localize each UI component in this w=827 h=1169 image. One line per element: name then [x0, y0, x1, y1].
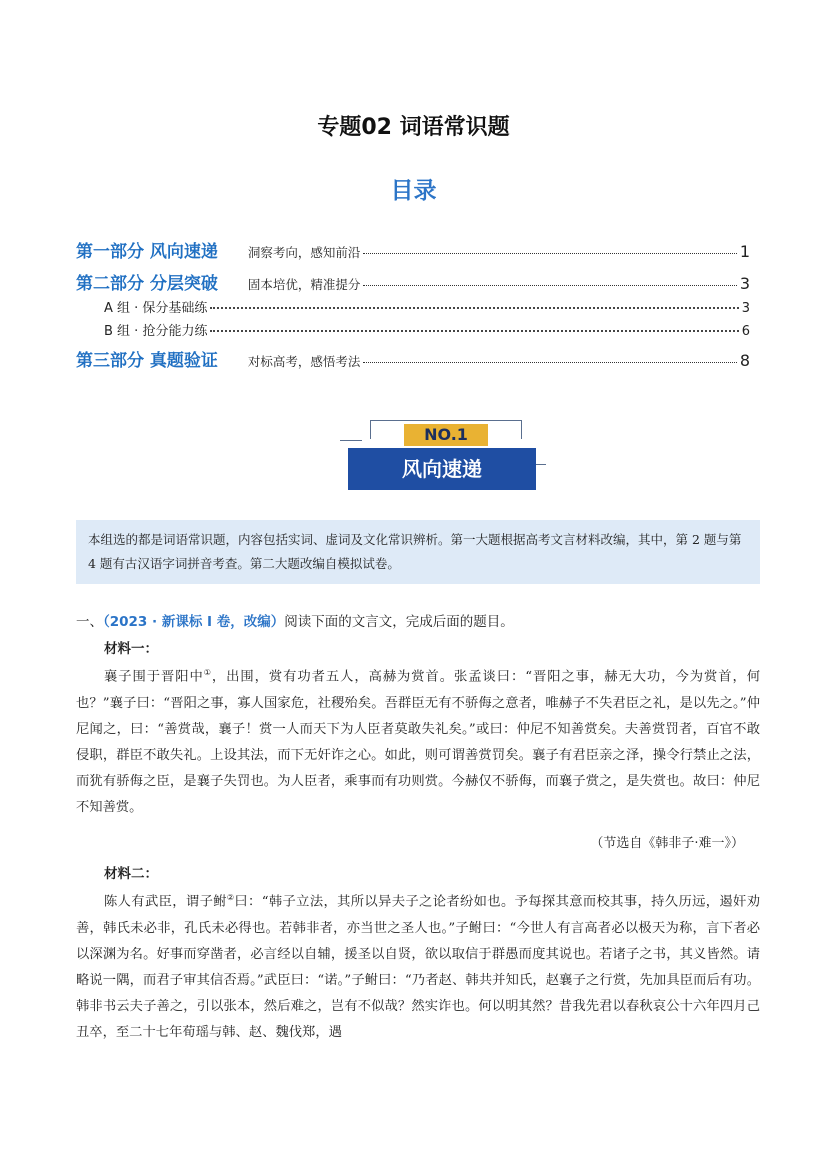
badge-tick-left	[340, 440, 362, 441]
material1-label: 材料一：	[104, 641, 158, 657]
material2-text	[76, 885, 760, 1047]
toc-leader-dots	[363, 362, 736, 363]
toc-entry-part1[interactable]	[76, 237, 750, 262]
toc-page-number: 3	[739, 274, 750, 293]
toc-part-title: 第一部分 风向速递	[76, 242, 218, 262]
toc-page-number: 3	[741, 301, 750, 316]
toc-entry-group-b[interactable]	[104, 320, 750, 339]
question-heading	[76, 610, 760, 630]
material2-text-part: 曰：“韩子立法，其所以异夫子之论者纷如也。予每探其意而校其事，持久历远，遏奸劝善，韩氏未必非，孔氏未必得也。若韩非者，亦当世之圣人也。”子鲋曰：“今世人有言高者必以极天为称，言下者必以深渊为名。好事而穿凿者，必言经以自辅，援圣以自贤，欲以取信于群愚而度其说也。若诸子之书，其义皆然。请略说一隅，而君子审其信否焉。”武臣曰：“诺。”子鲋曰：“乃者赵、韩共并知氏，赵襄子之行赏，先加具臣而后有功。韩非书云夫子善之，引以张本，然后难之，岂有不似哉？然实诈也。何以明其然？昔我先君以春秋哀公十六年四月己丑卒，至二十七年荀瑶与韩、赵、魏伐郑，遇	[76, 894, 761, 1041]
material1-text	[76, 660, 760, 822]
toc-leader-dots	[210, 330, 738, 332]
intro-box: 本组选的都是词语常识题，内容包括实词、虚词及文化常识辨析。第一大题根据高考文言材料改编，其中，第 2 题与第 4 题有古汉语字词拼音考查。第二大题改编自模拟试卷。	[76, 520, 760, 584]
question-number: 一、	[76, 614, 103, 630]
toc-part-desc: 固本培优，精准提分	[247, 277, 361, 292]
question-instruction: 阅读下面的文言文，完成后面的题目。	[284, 614, 514, 630]
toc-entry-part2[interactable]	[76, 269, 750, 294]
material2-text-part: 陈人有武臣，谓子鲋	[104, 894, 227, 910]
question-source: （2023 · 新课标 I 卷，改编）	[103, 614, 285, 630]
footnote-mark[interactable]: ①	[203, 668, 212, 677]
material1-text-part: ，出围，赏有功者五人，高赫为赏首。张孟谈曰：“晋阳之事，赫无大功，今为赏首，何也？”襄子曰：“晋阳之事，寡人国家危，社稷殆矣。吾群臣无有不骄侮之意者，唯赫子不失君臣之礼，是以先之。”仲尼闻之，曰：“善赏哉，襄子！赏一人而天下为人臣者莫敢失礼矣。”或曰：仲尼不知善赏矣。夫善赏罚者，百官不敢侵职，群臣不敢失礼。上设其法，而下无奸诈之心。如此，则可谓善赏罚矣。襄子有君臣亲之泽，操令行禁止之法，而犹有骄侮之臣，是襄子失罚也。为人臣者，乘事而有功则赏。今赫仅不骄侮，而襄子赏之，是失赏也。故曰：仲尼不知善赏。	[76, 669, 761, 816]
toc-part-desc: 洞察考向，感知前沿	[247, 245, 361, 260]
toc-leader-dots	[363, 285, 736, 286]
toc-sub-title: B 组 · 抢分能力练	[104, 324, 208, 339]
toc-part-title: 第三部分 真题验证	[76, 351, 218, 371]
toc-page-number: 8	[739, 351, 750, 370]
toc-entry-part3[interactable]	[76, 346, 750, 371]
toc-part-title: 第二部分 分层突破	[76, 274, 218, 294]
material2-label: 材料二：	[104, 866, 158, 882]
toc-sub-title: A 组 · 保分基础练	[104, 301, 208, 316]
toc-heading: 目录	[390, 178, 437, 204]
badge-number: NO.1	[404, 424, 488, 446]
page-title: 专题02 词语常识题	[317, 115, 510, 140]
toc-leader-dots	[363, 253, 736, 254]
toc-leader-dots	[210, 307, 738, 309]
toc-part-desc: 对标高考，感悟考法	[247, 354, 361, 369]
material1-source: （节选自《韩非子·难一》）	[590, 836, 744, 851]
material1-text-part: 襄子围于晋阳中	[104, 669, 204, 685]
toc-page-number: 6	[741, 324, 750, 339]
footnote-mark[interactable]: ②	[226, 893, 235, 902]
toc-page-number: 1	[739, 242, 750, 261]
section-badge	[340, 420, 546, 494]
badge-label: 风向速递	[348, 448, 536, 490]
toc-entry-group-a[interactable]	[104, 297, 750, 316]
